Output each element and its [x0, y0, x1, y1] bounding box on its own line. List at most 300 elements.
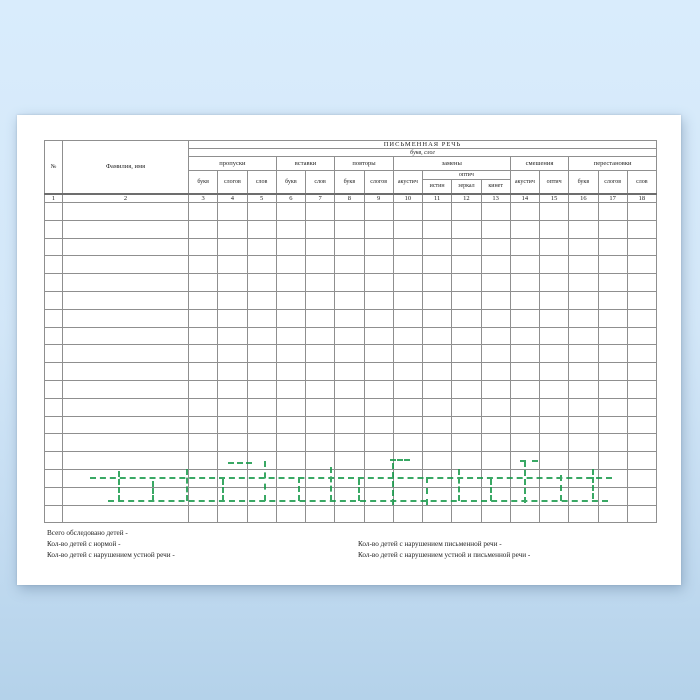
empty-cell	[364, 327, 393, 345]
empty-cell	[540, 469, 569, 487]
empty-cell	[481, 291, 510, 309]
empty-cell	[510, 416, 539, 434]
empty-cell	[452, 434, 481, 452]
empty-cell	[510, 469, 539, 487]
empty-cell	[452, 220, 481, 238]
document-sheet	[17, 115, 681, 585]
empty-cell	[63, 309, 189, 327]
empty-cell	[540, 452, 569, 470]
empty-cell	[540, 434, 569, 452]
empty-cell	[306, 363, 335, 381]
empty-cell	[393, 505, 422, 523]
empty-cell	[569, 291, 598, 309]
empty-cell	[218, 345, 247, 363]
footer-summary-right	[358, 539, 530, 561]
empty-cell	[510, 256, 539, 274]
empty-cell	[335, 398, 364, 416]
subcol-omissions-letters: букв	[189, 171, 218, 194]
empty-cell	[45, 363, 63, 381]
group-header-insertions: вставки	[276, 157, 335, 171]
empty-cell	[247, 274, 276, 292]
empty-cell	[247, 380, 276, 398]
empty-cell	[218, 398, 247, 416]
empty-cell	[335, 345, 364, 363]
empty-cell	[393, 487, 422, 505]
empty-cell	[452, 416, 481, 434]
empty-cell	[481, 452, 510, 470]
empty-cell	[598, 327, 627, 345]
empty-cell	[45, 469, 63, 487]
empty-cell	[598, 398, 627, 416]
empty-cell	[423, 327, 452, 345]
empty-cell	[63, 398, 189, 416]
empty-cell	[276, 345, 305, 363]
empty-cell	[598, 274, 627, 292]
empty-cell	[189, 291, 218, 309]
empty-cell	[63, 363, 189, 381]
empty-cell	[45, 452, 63, 470]
table-row	[45, 238, 657, 256]
empty-cell	[540, 220, 569, 238]
empty-cell	[63, 203, 189, 221]
footer-line-written: Кол-во детей с нарушением письменной речи -	[358, 540, 502, 548]
empty-cell	[45, 380, 63, 398]
subcol-mixings-acoustic: акустич	[510, 171, 539, 194]
group-header-substitutions: замены	[393, 157, 510, 171]
empty-cell	[569, 487, 598, 505]
empty-cell	[45, 203, 63, 221]
empty-cell	[540, 274, 569, 292]
empty-cell	[540, 398, 569, 416]
empty-cell	[627, 309, 656, 327]
empty-cell	[393, 291, 422, 309]
empty-cell	[598, 203, 627, 221]
empty-cell	[569, 416, 598, 434]
empty-cell	[189, 487, 218, 505]
empty-cell	[598, 380, 627, 398]
empty-cell	[393, 309, 422, 327]
column-number: 17	[598, 194, 627, 203]
empty-cell	[393, 363, 422, 381]
empty-cell	[510, 505, 539, 523]
empty-cell	[452, 238, 481, 256]
empty-cell	[218, 416, 247, 434]
empty-cell	[481, 398, 510, 416]
empty-cell	[276, 363, 305, 381]
empty-cell	[598, 416, 627, 434]
empty-cell	[247, 256, 276, 274]
column-number: 13	[481, 194, 510, 203]
empty-cell	[218, 220, 247, 238]
empty-cell	[63, 434, 189, 452]
empty-cell	[335, 220, 364, 238]
empty-cell	[247, 505, 276, 523]
empty-cell	[598, 309, 627, 327]
empty-cell	[540, 505, 569, 523]
empty-cell	[218, 203, 247, 221]
column-numbers-row	[45, 194, 657, 203]
empty-cell	[63, 380, 189, 398]
empty-cell	[510, 327, 539, 345]
column-number: 8	[335, 194, 364, 203]
empty-cell	[598, 487, 627, 505]
empty-cell	[452, 345, 481, 363]
empty-cell	[45, 256, 63, 274]
empty-cell	[335, 380, 364, 398]
subcol-insertions-letters: букв	[276, 171, 305, 194]
empty-cell	[569, 238, 598, 256]
subcol-optic-true: истин	[423, 180, 452, 194]
empty-cell	[335, 256, 364, 274]
subcol-substitutions-optic: оптич	[423, 171, 511, 180]
table-row	[45, 327, 657, 345]
empty-cell	[540, 291, 569, 309]
empty-cell	[627, 434, 656, 452]
empty-cell	[510, 309, 539, 327]
empty-cell	[63, 291, 189, 309]
empty-cell	[393, 345, 422, 363]
empty-cell	[218, 309, 247, 327]
empty-cell	[569, 309, 598, 327]
empty-cell	[452, 363, 481, 381]
empty-cell	[569, 380, 598, 398]
empty-cell	[276, 238, 305, 256]
empty-cell	[189, 309, 218, 327]
empty-cell	[569, 434, 598, 452]
column-number: 9	[364, 194, 393, 203]
empty-cell	[423, 256, 452, 274]
empty-cell	[481, 256, 510, 274]
footer-line-oral-written: Кол-во детей с нарушением устной и письменной речи -	[358, 551, 531, 559]
empty-cell	[423, 345, 452, 363]
empty-cell	[393, 203, 422, 221]
empty-cell	[247, 238, 276, 256]
empty-cell	[247, 487, 276, 505]
empty-cell	[452, 505, 481, 523]
empty-cell	[276, 505, 305, 523]
column-number: 12	[452, 194, 481, 203]
empty-cell	[189, 345, 218, 363]
empty-cell	[335, 452, 364, 470]
empty-cell	[598, 434, 627, 452]
empty-cell	[481, 487, 510, 505]
empty-cell	[364, 434, 393, 452]
empty-cell	[423, 203, 452, 221]
empty-cell	[335, 238, 364, 256]
empty-cell	[452, 309, 481, 327]
empty-cell	[247, 345, 276, 363]
empty-cell	[335, 416, 364, 434]
empty-cell	[306, 256, 335, 274]
empty-cell	[481, 309, 510, 327]
empty-cell	[218, 291, 247, 309]
empty-cell	[510, 452, 539, 470]
empty-cell	[63, 487, 189, 505]
empty-cell	[569, 398, 598, 416]
empty-cell	[510, 203, 539, 221]
subcol-mixings-optic: оптич	[540, 171, 569, 194]
empty-cell	[627, 469, 656, 487]
empty-cell	[306, 274, 335, 292]
empty-cell	[569, 363, 598, 381]
empty-cell	[481, 203, 510, 221]
empty-cell	[423, 469, 452, 487]
empty-cell	[63, 327, 189, 345]
empty-cell	[45, 291, 63, 309]
empty-cell	[189, 238, 218, 256]
table-row	[45, 380, 657, 398]
empty-cell	[63, 220, 189, 238]
empty-cell	[189, 434, 218, 452]
empty-cell	[247, 416, 276, 434]
empty-cell	[63, 416, 189, 434]
empty-cell	[569, 327, 598, 345]
empty-cell	[510, 487, 539, 505]
empty-cell	[218, 380, 247, 398]
empty-cell	[45, 345, 63, 363]
empty-cell	[423, 416, 452, 434]
empty-cell	[364, 256, 393, 274]
empty-cell	[63, 345, 189, 363]
empty-cell	[335, 274, 364, 292]
empty-cell	[189, 398, 218, 416]
subcol-transpositions-words: слов	[627, 171, 656, 194]
empty-cell	[569, 220, 598, 238]
empty-cell	[45, 434, 63, 452]
column-number: 15	[540, 194, 569, 203]
empty-cell	[569, 256, 598, 274]
col-number-header: №	[45, 141, 63, 194]
empty-cell	[569, 452, 598, 470]
subcol-insertions-words: слов	[306, 171, 335, 194]
table-row	[45, 256, 657, 274]
footer-line-oral: Кол-во детей с нарушением устной речи -	[47, 551, 175, 559]
empty-cell	[540, 309, 569, 327]
empty-cell	[306, 327, 335, 345]
empty-cell	[510, 274, 539, 292]
empty-cell	[598, 345, 627, 363]
empty-cell	[540, 203, 569, 221]
empty-cell	[45, 487, 63, 505]
empty-cell	[569, 505, 598, 523]
empty-cell	[247, 327, 276, 345]
empty-cell	[627, 345, 656, 363]
empty-cell	[335, 203, 364, 221]
empty-cell	[306, 416, 335, 434]
empty-cell	[247, 434, 276, 452]
empty-cell	[569, 203, 598, 221]
empty-cell	[189, 416, 218, 434]
empty-cell	[247, 291, 276, 309]
empty-cell	[598, 220, 627, 238]
empty-cell	[335, 363, 364, 381]
empty-cell	[598, 505, 627, 523]
empty-cell	[393, 220, 422, 238]
empty-cell	[423, 487, 452, 505]
table-row	[45, 274, 657, 292]
empty-cell	[452, 203, 481, 221]
empty-cell	[627, 327, 656, 345]
table-row	[45, 345, 657, 363]
empty-cell	[452, 487, 481, 505]
group-header-omissions: пропуски	[189, 157, 277, 171]
empty-cell	[247, 469, 276, 487]
empty-cell	[335, 469, 364, 487]
empty-cell	[189, 327, 218, 345]
empty-cell	[598, 469, 627, 487]
empty-cell	[364, 469, 393, 487]
subcol-repetitions-syllables: слогов	[364, 171, 393, 194]
subcol-transpositions-syllables: слогов	[598, 171, 627, 194]
empty-cell	[423, 220, 452, 238]
empty-cell	[452, 256, 481, 274]
empty-cell	[481, 416, 510, 434]
table-row	[45, 203, 657, 221]
empty-cell	[306, 452, 335, 470]
empty-cell	[627, 398, 656, 416]
empty-cell	[306, 487, 335, 505]
empty-cell	[364, 487, 393, 505]
empty-cell	[276, 469, 305, 487]
empty-cell	[63, 452, 189, 470]
empty-cell	[452, 274, 481, 292]
empty-cell	[452, 452, 481, 470]
empty-cell	[627, 238, 656, 256]
empty-cell	[598, 291, 627, 309]
empty-cell	[218, 452, 247, 470]
empty-cell	[247, 203, 276, 221]
empty-cell	[45, 398, 63, 416]
empty-cell	[247, 363, 276, 381]
empty-cell	[393, 452, 422, 470]
empty-cell	[540, 256, 569, 274]
empty-cell	[393, 416, 422, 434]
empty-cell	[481, 345, 510, 363]
empty-cell	[45, 505, 63, 523]
empty-cell	[452, 380, 481, 398]
speech-exam-table	[44, 140, 657, 523]
empty-cell	[276, 203, 305, 221]
empty-cell	[189, 469, 218, 487]
footer-summary-left	[47, 528, 175, 561]
empty-cell	[481, 238, 510, 256]
column-number: 14	[510, 194, 539, 203]
empty-cell	[189, 220, 218, 238]
empty-cell	[540, 416, 569, 434]
empty-cell	[247, 309, 276, 327]
empty-cell	[189, 380, 218, 398]
empty-cell	[218, 327, 247, 345]
table-row	[45, 309, 657, 327]
empty-cell	[218, 274, 247, 292]
empty-cell	[218, 505, 247, 523]
empty-cell	[423, 452, 452, 470]
name-column-header: Фамилия, имя	[63, 141, 189, 194]
empty-cell	[598, 256, 627, 274]
empty-cell	[393, 469, 422, 487]
empty-cell	[452, 327, 481, 345]
column-number: 18	[627, 194, 656, 203]
empty-cell	[276, 256, 305, 274]
empty-cell	[218, 363, 247, 381]
empty-cell	[63, 238, 189, 256]
empty-cell	[393, 238, 422, 256]
empty-cell	[481, 505, 510, 523]
empty-cell	[510, 345, 539, 363]
main-section-header: ПИСЬМЕННАЯ РЕЧЬ	[189, 141, 657, 149]
empty-cell	[189, 274, 218, 292]
subcol-optic-mirror: зеркал	[452, 180, 481, 194]
empty-cell	[540, 327, 569, 345]
empty-cell	[276, 398, 305, 416]
empty-cell	[306, 220, 335, 238]
subcol-substitutions-acoustic: акустич	[393, 171, 422, 194]
empty-cell	[598, 363, 627, 381]
column-number: 16	[569, 194, 598, 203]
empty-cell	[247, 398, 276, 416]
table-row	[45, 363, 657, 381]
empty-cell	[247, 452, 276, 470]
table-row	[45, 416, 657, 434]
empty-cell	[63, 469, 189, 487]
empty-cell	[247, 220, 276, 238]
empty-cell	[627, 363, 656, 381]
empty-cell	[364, 291, 393, 309]
table-row	[45, 469, 657, 487]
empty-cell	[218, 469, 247, 487]
empty-cell	[598, 452, 627, 470]
empty-cell	[364, 416, 393, 434]
column-number: 10	[393, 194, 422, 203]
empty-cell	[627, 487, 656, 505]
empty-cell	[627, 452, 656, 470]
empty-cell	[364, 203, 393, 221]
empty-cell	[510, 380, 539, 398]
subcol-optic-kinetic: кинет	[481, 180, 510, 194]
empty-cell	[540, 487, 569, 505]
empty-cell	[276, 434, 305, 452]
empty-cell	[276, 291, 305, 309]
empty-cell	[276, 309, 305, 327]
empty-cell	[540, 345, 569, 363]
empty-cell	[63, 505, 189, 523]
empty-cell	[189, 505, 218, 523]
empty-cell	[423, 291, 452, 309]
empty-cell	[569, 274, 598, 292]
empty-cell	[218, 434, 247, 452]
empty-cell	[569, 345, 598, 363]
empty-cell	[189, 363, 218, 381]
empty-cell	[189, 452, 218, 470]
column-number: 3	[189, 194, 218, 203]
empty-cell	[45, 238, 63, 256]
empty-cell	[218, 487, 247, 505]
empty-cell	[423, 434, 452, 452]
empty-cell	[452, 291, 481, 309]
empty-cell	[335, 487, 364, 505]
empty-cell	[189, 256, 218, 274]
empty-cell	[423, 274, 452, 292]
empty-cell	[598, 238, 627, 256]
table-row	[45, 487, 657, 505]
table-row	[45, 434, 657, 452]
empty-cell	[45, 220, 63, 238]
column-number: 4	[218, 194, 247, 203]
empty-cell	[335, 291, 364, 309]
empty-cell	[481, 469, 510, 487]
empty-cell	[540, 380, 569, 398]
table-body	[45, 203, 657, 523]
